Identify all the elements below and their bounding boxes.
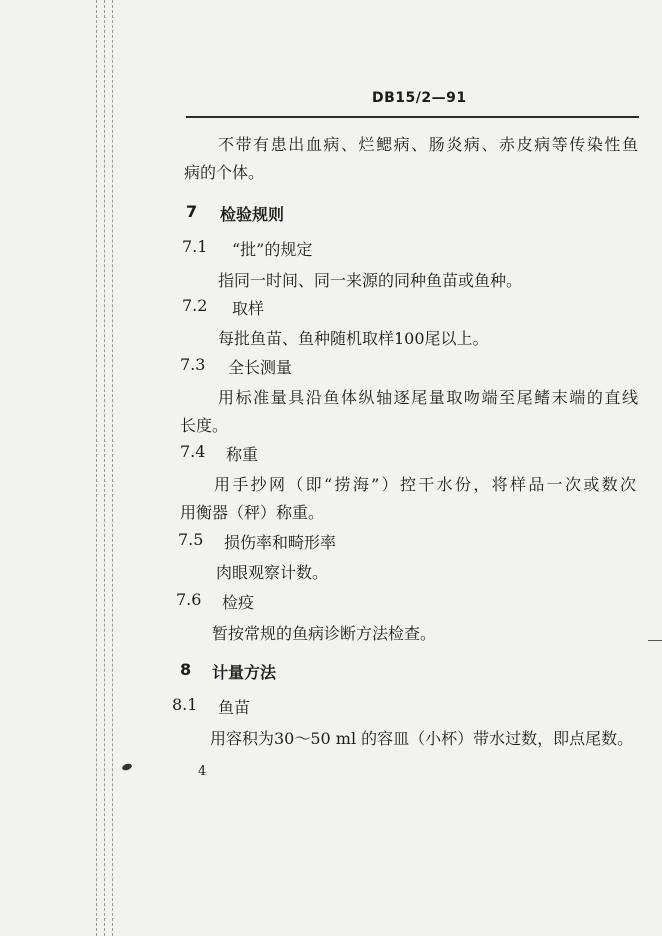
binding-line [104, 0, 105, 936]
section-number: 7 [186, 202, 198, 221]
clause-title: “批”的规定 [232, 240, 313, 259]
clause-body: 用标准量具沿鱼体纵轴逐尾量取吻端至尾鳍末端的直线 [218, 388, 638, 407]
clause-body: 用容积为30～50 ml 的容皿（小杯）带水过数，即点尾数。 [210, 729, 634, 748]
clause-title: 取样 [232, 299, 265, 318]
clause-number: 7.5 [178, 530, 204, 549]
paragraph-line: 不带有患出血病、烂鳃病、肠炎病、赤皮病等传染性鱼 [218, 135, 638, 154]
clause-title: 全长测量 [228, 358, 293, 377]
clause-number: 8.1 [172, 695, 198, 714]
section-number: 8 [180, 660, 192, 679]
clause-number: 7.2 [182, 296, 208, 315]
page-corner-mark [648, 640, 662, 655]
clause-title: 鱼苗 [218, 698, 251, 717]
binding-line [96, 0, 97, 936]
clause-title: 称重 [226, 445, 259, 464]
section-heading: 检验规则 [220, 205, 285, 224]
clause-body: 长度。 [180, 416, 229, 435]
clause-number: 7.4 [180, 442, 206, 461]
clause-body: 暂按常规的鱼病诊断方法检查。 [212, 624, 437, 643]
clause-body: 用手抄网（即“捞海”）控干水份，将样品一次或数次 [214, 475, 636, 494]
clause-number: 7.1 [182, 237, 208, 256]
clause-number: 7.3 [180, 355, 206, 374]
clause-body: 指同一时间、同一来源的同种鱼苗或鱼种。 [218, 271, 523, 290]
paragraph-line: 病的个体。 [184, 163, 265, 182]
clause-title: 检疫 [222, 593, 255, 612]
standard-code: DB15/2—91 [372, 90, 467, 106]
clause-body: 每批鱼苗、鱼种随机取样100尾以上。 [218, 329, 489, 348]
clause-body: 肉眼观察计数。 [216, 563, 329, 582]
clause-body: 用衡器（秤）称重。 [180, 503, 325, 522]
ink-blot [121, 762, 132, 771]
clause-title: 损伤率和畸形率 [224, 533, 337, 552]
header-rule [186, 116, 639, 118]
binding-line [112, 0, 113, 936]
section-heading: 计量方法 [212, 663, 277, 682]
page-number: 4 [198, 764, 207, 779]
clause-number: 7.6 [176, 590, 202, 609]
